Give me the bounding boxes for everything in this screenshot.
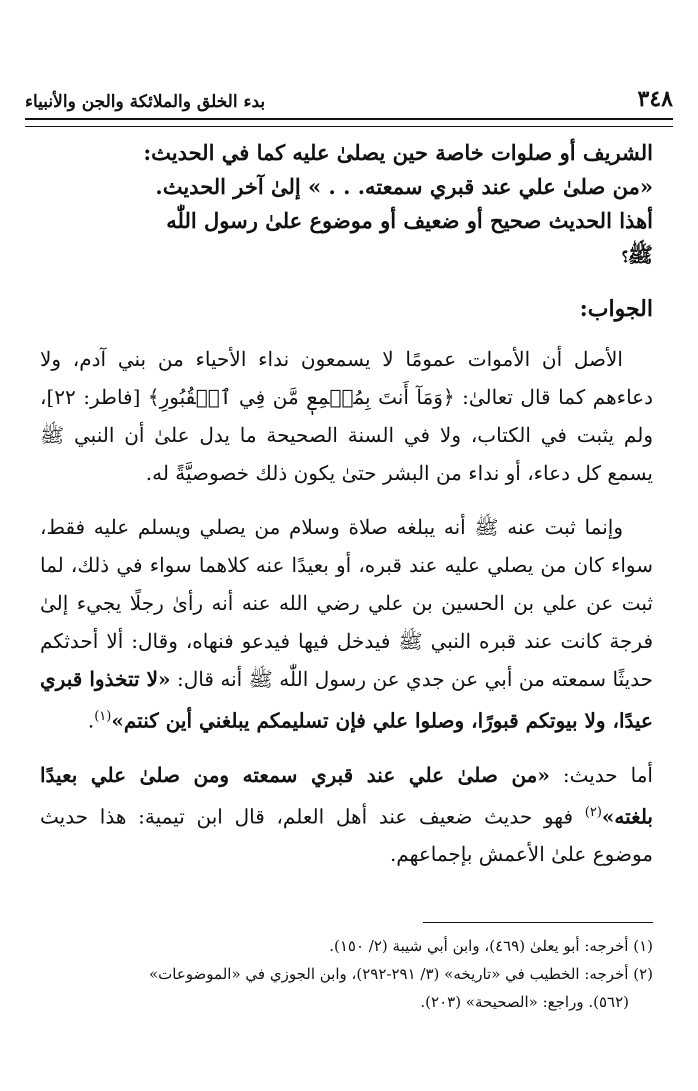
book-page xyxy=(25,0,673,1091)
footnote-ref: (١) xyxy=(94,709,112,724)
question-line: ﷺ؟ xyxy=(621,242,653,267)
footnotes xyxy=(40,932,653,1016)
footnote: (٢) أخرجه: الخطيب في «تاريخه» (٣/ ٢٩١-٢٩٢)، وابن الجوزي في «الموضوعات» xyxy=(148,965,653,983)
paragraph-text: فهو حديث ضعيف عند أهل العلم، قال ابن تيمية: هذا حديث موضوع علىٰ الأعمش بإجماعهم. xyxy=(40,804,653,867)
paragraph: الأصل أن الأموات عمومًا لا يسمعون نداء الأحياء من بني آدم، ولا دعاءهم كما قال تعالىٰ: ﴿وَمَآ أَنتَ بِمُسۡمِعٖ مَّن فِي ٱلۡقُبُورِ﴾ [فاطر: ٢٢]، ولم يثبت في الكتاب، ولا في السنة الصحيحة ما يدل علىٰ أن النبي ﷺ يسمع كل دعاء، أو نداء من البشر حتىٰ يكون ذلك خصوصيَّةً له. xyxy=(40,347,653,485)
page-header xyxy=(25,78,673,112)
footnote: (١) أخرجه: أبو يعلىٰ (٤٦٩)، وابن أبي شيبة (٢/ ١٥٠). xyxy=(329,937,653,955)
hadith-quote: «من صلىٰ علي عند قبري سمعته ومن صلىٰ علي بعيدًا بلغته» xyxy=(40,762,653,829)
answer-body xyxy=(40,340,653,889)
question-block xyxy=(55,136,653,272)
footnote-separator xyxy=(423,922,653,923)
question-line: «من صلىٰ علي عند قبري سمعته. . . » إلىٰ آخر الحديث. xyxy=(155,174,653,199)
answer-heading: الجواب: xyxy=(579,296,653,322)
running-title: بدء الخلق والملائكة والجن والأنبياء xyxy=(25,92,266,112)
hadith-quote: «لا تتخذوا قبري عيدًا، ولا بيوتكم قبورًا، وصلوا علي فإن تسليمكم يبلغني أين كنتم» xyxy=(40,667,653,733)
footnote-ref: (٢) xyxy=(584,804,602,820)
footnote-continuation: (٥٦٢). وراجع: «الصحيحة» (٢٠٣). xyxy=(420,993,629,1011)
question-line: أهذا الحديث صحيح أو ضعيف أو موضوع علىٰ رسول اللّٰه xyxy=(166,208,653,233)
paragraph xyxy=(40,756,653,874)
page-number: ٣٤٨ xyxy=(637,86,673,112)
header-rule xyxy=(25,118,673,127)
paragraph-end: . xyxy=(87,708,95,733)
paragraph xyxy=(40,508,653,740)
paragraph-text: وإنما ثبت عنه ﷺ أنه يبلغه صلاة وسلام من يصلي ويسلم عليه فقط، سواء كان من يصلي عليه عند قبره، أو بعيدًا عنه كلاهما سواء في ذلك، لما ثبت عن علي بن الحسين بن علي رضي الله عنه أنه رأىٰ رجلًا يجيء إلىٰ فرجة كانت عند قبره النبي ﷺ فيدخل فيها فيدعو فنهاه، وقال: ألا أحدثكم حديثًا سمعته من أبي عن جدي عن رسول اللّٰه ﷺ أنه قال: xyxy=(40,515,653,691)
question-line: الشريف أو صلوات خاصة حين يصلىٰ عليه كما في الحديث: xyxy=(143,140,653,165)
paragraph-text: أما حديث: xyxy=(549,762,653,787)
